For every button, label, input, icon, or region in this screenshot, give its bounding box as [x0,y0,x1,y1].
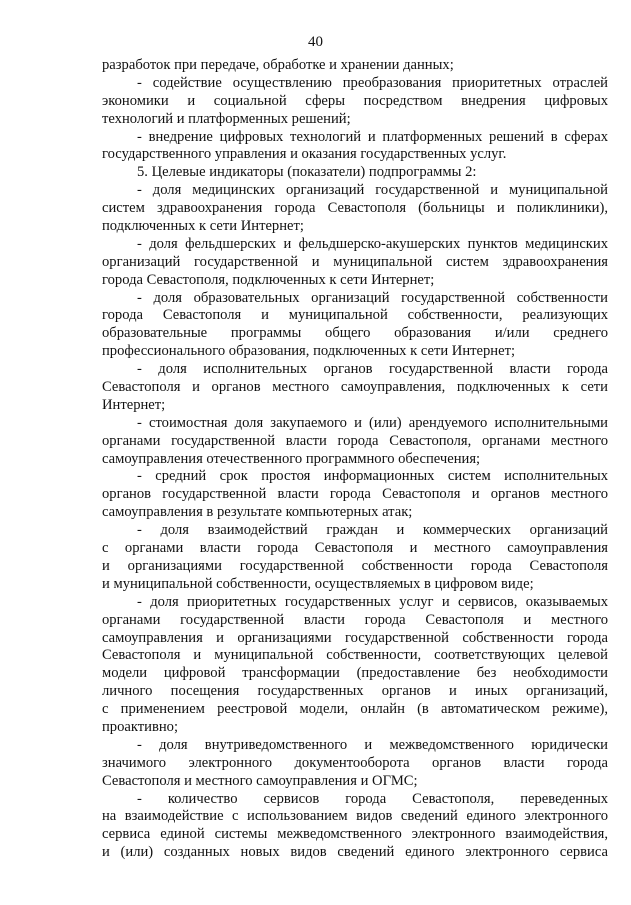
text-line: - доля исполнительных органов государственной власти города [137,361,608,378]
text-line: на взаимодействие с использованием видов сведений единого электронного [102,808,608,825]
text-line: органами государственной власти города Севастополя, органами местного [102,432,608,449]
text-line: - средний срок простоя информационных систем исполнительных [137,468,608,485]
text-line: - доля медицинских организаций государственной и муниципальной [137,182,608,199]
text-line: - внедрение цифровых технологий и платформенных решений в сферах [137,128,608,145]
text-line: Интернет; [102,396,166,413]
text-line: - доля внутриведомственного и межведомственного юридически [137,736,608,753]
text-line: подключенных к сети Интернет; [102,218,304,235]
text-line: и (или) созданных новых видов сведений единого электронного сервиса [102,844,608,861]
text-line: личного посещения государственных органов и иных организаций, [102,683,608,700]
text-line: и муниципальной собственности, осуществляемых в цифровом виде; [102,575,534,592]
text-line: самоуправления отечественного программного обеспечения; [102,450,481,467]
text-line: Севастополя и местного самоуправления и ОГМС; [102,772,418,789]
text-line: самоуправления и организациями государственной собственности города [102,629,608,646]
text-line: - стоимостная доля закупаемого и (или) арендуемого исполнительными [137,414,608,431]
text-line: - доля фельдшерских и фельдшерско-акушерских пунктов медицинских [137,235,608,252]
text-line: 5. Целевые индикаторы (показатели) подпрограммы 2: [137,164,477,181]
text-line: Севастополя и органов местного самоуправления, подключенных к сети [102,379,608,396]
text-line: систем здравоохранения города Севастополя (больницы и поликлиники), [102,200,608,217]
text-line: органов государственной власти города Севастополя и органов местного [102,486,608,503]
text-line: Севастополя и муниципальной собственности, соответствующих целевой [102,647,608,664]
text-line: разработок при передаче, обработке и хранении данных; [102,57,454,73]
text-line: экономики и социальной сферы посредством внедрения цифровых [102,92,608,109]
text-line: города Севастополя, подключенных к сети Интернет; [102,271,435,288]
text-line: организаций государственной и муниципальной систем здравоохранения [102,253,608,270]
text-line: и организациями государственной собственности города Севастополя [102,557,608,574]
text-line: государственного управления и оказания государственных услуг. [102,146,507,163]
text-line: с органами власти города Севастополя и местного самоуправления [102,540,608,557]
text-line: проактивно; [102,718,179,735]
text-line: модели цифровой трансформации (предоставление без необходимости [102,665,608,682]
text-line: технологий и платформенных решений; [102,110,351,127]
text-line: самоуправления в результате компьютерных атак; [102,504,413,521]
text-line: города Севастополя и муниципальной собственности, реализующих [102,307,608,324]
text-line: профессионального образования, подключенных к сети Интернет; [102,343,516,360]
text-line: - доля образовательных организаций государственной собственности [137,289,608,306]
text-line: значимого электронного документооборота органов власти города [102,754,608,771]
page-number: 40 [308,34,323,50]
text-line: с применением реестровой модели, онлайн (в автоматическом режиме), [102,701,608,718]
text-line: - количество сервисов города Севастополя, переведенных [137,790,608,807]
text-line: - доля приоритетных государственных услуг и сервисов, оказываемых [137,593,608,610]
text-line: органами государственной власти города Севастополя и местного [102,611,608,628]
text-line: - содействие осуществлению преобразования приоритетных отраслей [137,74,608,91]
text-line: образовательные программы общего образования и/или среднего [102,325,608,342]
text-line: сервиса единой системы межведомственного электронного взаимодействия, [102,826,608,843]
text-line: - доля взаимодействий граждан и коммерческих организаций [137,522,608,539]
document-body [102,57,608,862]
